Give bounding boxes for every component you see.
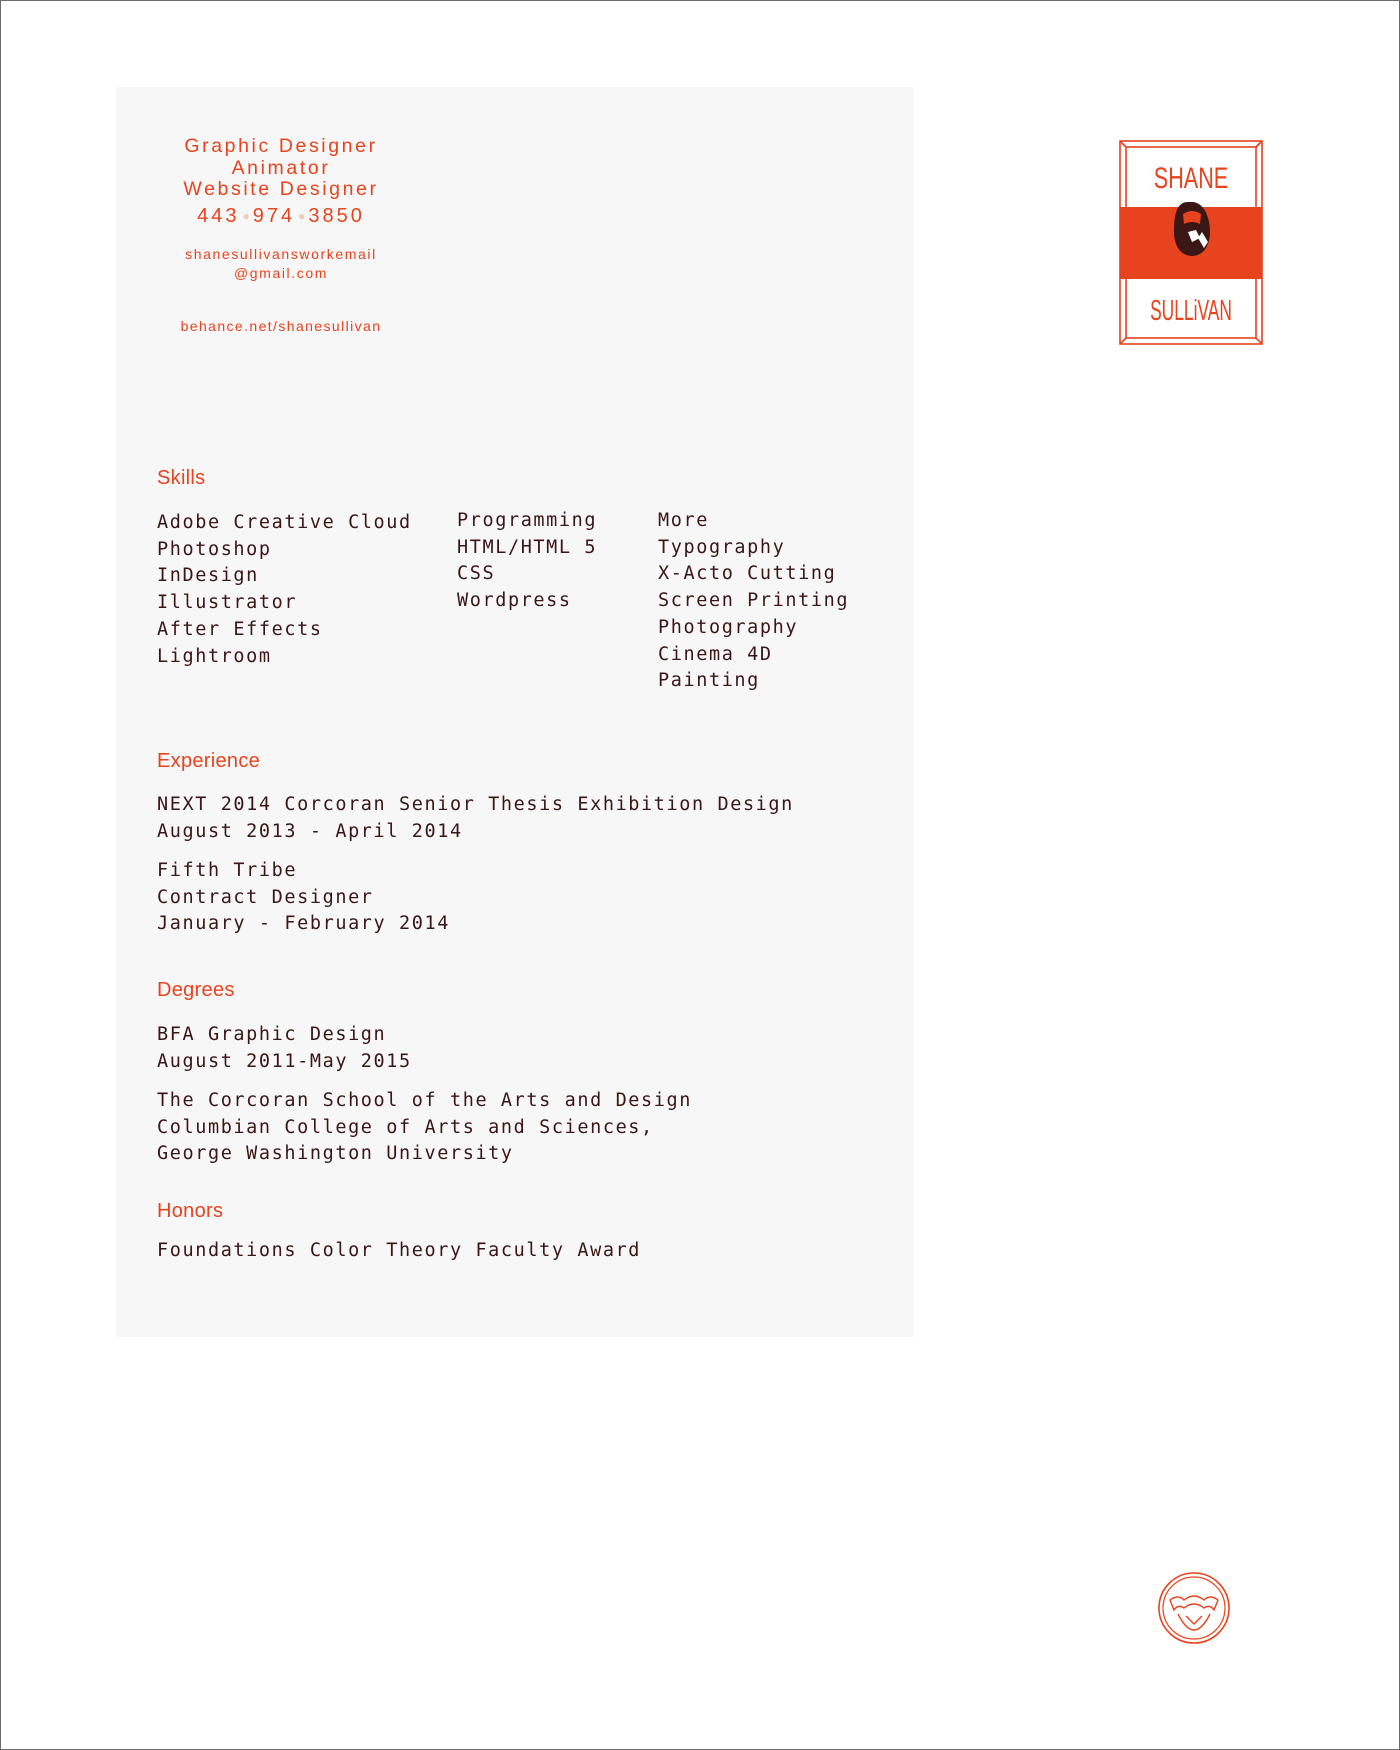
skill-item: After Effects <box>157 618 323 640</box>
separator-dot-icon: ● <box>242 209 250 224</box>
role-line: Animator <box>231 156 331 179</box>
role-line: Graphic Designer <box>184 135 378 157</box>
email-address[interactable] <box>168 245 394 283</box>
skill-item: InDesign <box>157 565 259 587</box>
experience-line: Contract Designer <box>157 886 374 908</box>
phone-part: 974 <box>252 204 296 227</box>
experience-line: August 2013 - April 2014 <box>157 820 463 842</box>
skill-item: Typography <box>658 536 786 558</box>
skill-item: Illustrator <box>157 592 298 614</box>
skill-item: Painting <box>658 670 760 692</box>
skills-column-adobe <box>157 510 412 670</box>
experience-title: Fifth Tribe <box>157 860 298 881</box>
phone-number <box>168 204 394 229</box>
degrees-heading: Degrees <box>157 979 235 1001</box>
school-entry <box>157 1088 692 1168</box>
shane-sullivan-logo <box>1118 138 1266 348</box>
experience-line: January - February 2014 <box>157 913 450 935</box>
experience-entry <box>157 792 794 845</box>
school-name: The Corcoran School of the Arts and Design <box>157 1090 692 1111</box>
skills-column-more <box>658 508 849 695</box>
degree-dates: August 2011-May 2015 <box>157 1050 412 1072</box>
contact-block <box>168 136 394 334</box>
degree-entry <box>157 1022 412 1075</box>
degree-name: BFA Graphic Design <box>157 1024 387 1045</box>
logo-last-name: SULLiVAN <box>1150 294 1232 328</box>
skills-column-programming <box>457 508 597 615</box>
skills-column-title: Programming <box>457 510 598 531</box>
phone-part: 3850 <box>308 204 365 227</box>
experience-title: NEXT 2014 Corcoran Senior Thesis Exhibition Design <box>157 794 794 815</box>
email-line: shanesullivansworkemail <box>185 246 377 263</box>
skills-heading: Skills <box>157 467 206 489</box>
experience-entry <box>157 858 450 938</box>
skill-item: HTML/HTML 5 <box>457 536 598 558</box>
experience-heading: Experience <box>157 750 261 772</box>
skill-item: Wordpress <box>457 590 572 612</box>
skill-item: Photoshop <box>157 538 272 560</box>
skills-column-title: More <box>658 510 709 531</box>
honor-item: Foundations Color Theory Faculty Award <box>157 1240 642 1261</box>
skill-item: Lightroom <box>157 645 272 667</box>
phone-part: 443 <box>197 204 240 227</box>
skill-item: Screen Printing <box>658 590 850 612</box>
beard-seal-icon <box>1156 1570 1232 1646</box>
website-link[interactable]: behance.net/shanesullivan <box>180 318 382 335</box>
skills-column-title: Adobe Creative Cloud <box>157 512 412 533</box>
college-line: Columbian College of Arts and Sciences, <box>157 1116 654 1138</box>
role-line: Website Designer <box>183 178 379 200</box>
honors-list <box>157 1238 641 1265</box>
college-line: George Washington University <box>157 1143 514 1165</box>
honors-heading: Honors <box>157 1200 224 1222</box>
skill-item: CSS <box>457 563 496 585</box>
skill-item: X-Acto Cutting <box>658 563 837 585</box>
email-line: @gmail.com <box>233 265 328 282</box>
separator-dot-icon: ● <box>298 209 306 224</box>
skill-item: Cinema 4D <box>658 643 773 665</box>
logo-first-name: SHANE <box>1153 160 1229 195</box>
skill-item: Photography <box>658 616 799 638</box>
